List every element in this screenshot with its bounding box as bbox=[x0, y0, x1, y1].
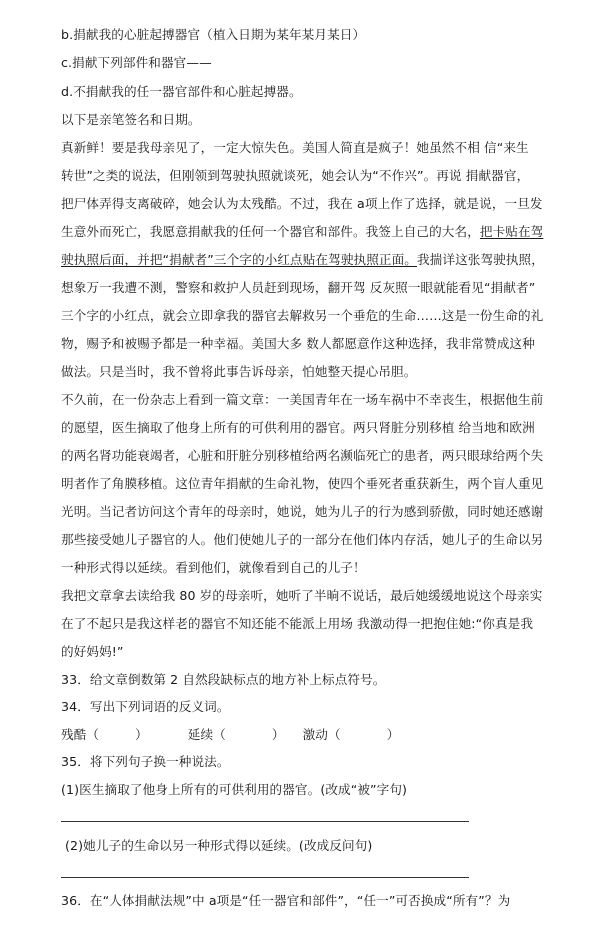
para2-line4: 明者作了角膜移植。这位青年捐献的生命礼物，使四个垂死者重获新生，两个盲人重见 bbox=[61, 476, 544, 491]
para1-line3: 把尸体弄得支离破碎，她会认为太残酷。不过，我在 a项上作了选择，就是说，一旦发 bbox=[61, 196, 543, 211]
antonym-word-2: 延续（ bbox=[187, 727, 226, 742]
para2-line2: 的愿望，医生摘取了他身上所有的可供利用的器官。两只肾脏分别移植 给当地和欧洲 bbox=[61, 420, 535, 435]
question-34-words bbox=[61, 727, 399, 743]
para3-line1: 我把文章拿去读给我 80 岁的母亲听，她听了半晌不说话，最后她缓缓地说这个母亲实 bbox=[61, 588, 543, 603]
question-34: 34．写出下列词语的反义词。 bbox=[61, 699, 230, 714]
question-35: 35．将下列句子换一种说法。 bbox=[61, 754, 230, 769]
para2-line5: 光明。当记者访问这个青年的母亲时，她说，她为儿子的行为感到骄傲，同时她还感谢 bbox=[61, 504, 544, 519]
signature-line: 以下是亲笔签名和日期。 bbox=[61, 112, 201, 127]
antonym-close-1: ） bbox=[135, 727, 148, 742]
para1-line4-text: 生意外而死亡，我愿意捐献我的任何一个器官和部件。我签上自己的大名， bbox=[61, 224, 480, 239]
para1-line5-underlined: 驶执照后面，并把“捐献者”三个字的小红点贴在驾驶执照正面。 bbox=[61, 252, 417, 267]
para1-line6: 想象万一我遭不测，警察和救护人员赶到现场，翻开驾 反灰照一眼就能看见“捐献者” bbox=[61, 280, 536, 295]
para3-line3: 的好妈妈!” bbox=[61, 644, 124, 659]
option-c: c.捐献下列部件和器官—— bbox=[61, 55, 212, 70]
antonym-close-3: ） bbox=[386, 727, 400, 742]
para3-line2: 在了不起只是我这样老的器官不知还能不能派上用场 我激动得一把抱住她:“你真是我 bbox=[61, 616, 534, 631]
option-d: d.不捐献我的任一器官部件和心脏起搏器。 bbox=[61, 84, 302, 99]
para1-line8: 物，赐予和被赐予都是一种幸福。美国大多 数人都愿意作这种选择，我非常赞成这种 bbox=[61, 336, 535, 351]
antonym-word-1: 残酷（ bbox=[61, 727, 100, 742]
para1-line7: 三个字的小红点，就会立即拿我的器官去解救另一个垂危的生命……这是一份生命的礼 bbox=[61, 308, 544, 323]
para1-line5 bbox=[61, 252, 544, 268]
para1-line9: 做法。只是当时，我不曾将此事告诉母亲，怕她整天提心吊胆。 bbox=[61, 364, 417, 379]
para1-line1: 真新鲜！要是我母亲见了，一定大惊失色。美国人简直是疯子！她虽然不相 信“来生 bbox=[61, 140, 529, 155]
para1-line4 bbox=[61, 224, 543, 240]
antonym-close-2: ） bbox=[271, 727, 285, 742]
para1-line4-underlined: 把卡贴在驾 bbox=[479, 224, 544, 239]
option-b: b.捐献我的心脏起搏器官（植入日期为某年某月某日） bbox=[61, 27, 366, 42]
question-36: 36．在“人体捐献法规”中 a项是“任一器官和部件”，“任一”可否换成“所有”？为 bbox=[61, 893, 511, 908]
question-35-2: (2)她儿子的生命以另一种形式得以延续。(改成反问句) bbox=[65, 838, 373, 853]
question-33: 33．给文章倒数第 2 自然段缺标点的地方补上标点符号。 bbox=[61, 672, 386, 687]
para1-line5-text: 我揣详这张驾驶执照， bbox=[416, 252, 544, 267]
para2-line3: 的两名肾功能衰竭者，心脏和肝脏分别移植给两名濒临死亡的患者，两只眼球给两个失 bbox=[61, 448, 544, 463]
answer-line-1[interactable] bbox=[61, 821, 469, 822]
question-35-1: (1)医生摘取了他身上所有的可供利用的器官。(改成“被”字句) bbox=[61, 782, 408, 797]
antonym-word-3: 激动（ bbox=[302, 727, 341, 742]
para1-line2: 转世”之类的说法，但刚领到驾驶执照就谈死，她会认为“不作兴”。再说 捐献器官， bbox=[61, 168, 530, 183]
para2-line7: 一种形式得以延续。看到他们，就像看到自己的儿子！ bbox=[61, 560, 366, 575]
answer-line-2[interactable] bbox=[61, 877, 469, 878]
para2-line1: 不久前，在一份杂志上看到一篇文章：一美国青年在一场车祸中不幸丧生，根据他生前 bbox=[61, 392, 544, 407]
para2-line6: 那些接受她儿子器官的人。他们使她儿子的一部分在他们体内存活，她儿子的生命以另 bbox=[61, 532, 544, 547]
